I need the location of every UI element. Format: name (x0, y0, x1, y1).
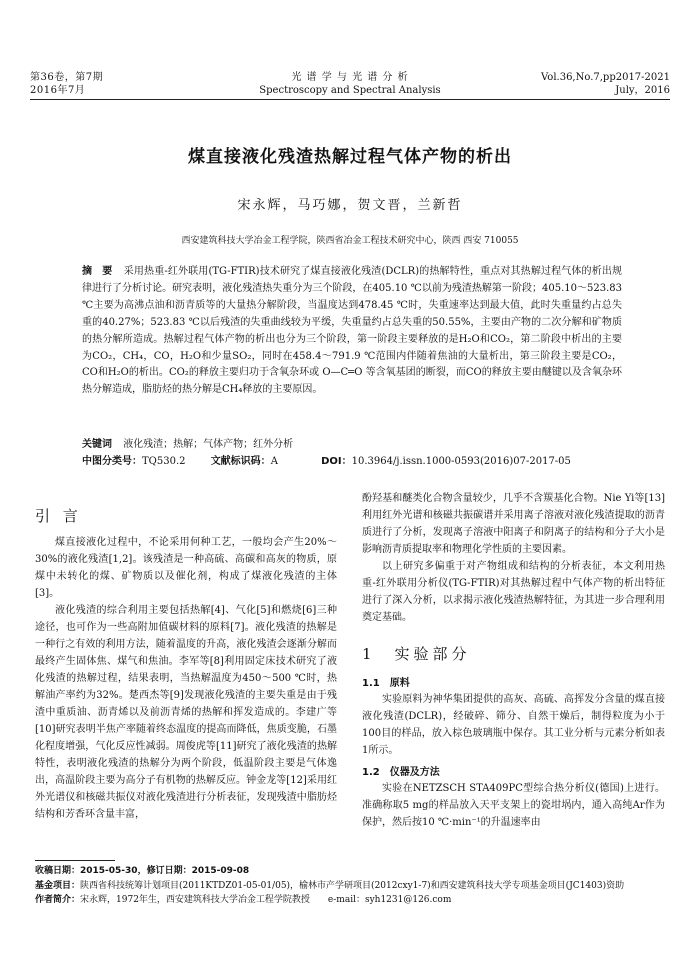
footnote-rule (35, 860, 115, 861)
subsection-1-1-text: 实验原料为神华集团提供的高灰、高硫、高挥发分含量的煤直接液化残渣(DCLR)，经破碎、筛分、自然干燥后，制得粒度为小于100目的样品，放入棕色玻璃瓶中保存。其工业分析与元素分析如表1所示。 (362, 694, 665, 756)
class-value: TQ530.2 (142, 456, 186, 467)
fund-note (35, 879, 667, 894)
keywords-text: 液化残渣；热解；气体产物；红外分析 (123, 439, 294, 450)
doi-label: DOI： (321, 456, 352, 467)
intro-paragraph-4: 以上研究多偏重于对产物组成和结构的分析表征，本文利用热重-红外联用分析仪(TG-FTIR)对其热解过程中气体产物的析出特征进行了深入分析，以求揭示液化残渣热解特征，为其进一步合理利用奠定基础。 (362, 561, 665, 623)
intro-paragraph-3: 酚羟基和醚类化合物含量较少，几乎不含羰基化合物。Nie Yi等[13]利用红外光谱和核磁共振碳谱并采用离子溶液对液化残渣提取的沥青质进行了分析，发现离子溶液中阳离子和阴离子的结构和分子大小是影响沥青质提取率和物理化学性质的主要因素。 (362, 493, 665, 555)
fund-label: 基金项目： (35, 880, 81, 891)
date-cn: 2016年7月 (30, 85, 86, 96)
author-bio-label: 作者简介： (35, 895, 81, 905)
section-1-heading: 1 实验部分 (362, 645, 471, 663)
journal-title-cn: 光 谱 学 与 光 谱 分 析 (291, 72, 409, 83)
intro-paragraph-1: 煤直接液化过程中，不论采用何种工艺，一般均会产生20%～30%的液化残渣[1,2]。该残渣是一种高硫、高碳和高灰的物质，原煤中未转化的煤、矿物质以及催化剂，构成了煤液化残渣的主体[3]。 (35, 537, 337, 599)
keywords (82, 437, 622, 454)
header-rule (30, 99, 670, 100)
journal-title-en: Spectroscopy and Spectral Analysis (259, 85, 441, 96)
received-date: 收稿日期：2015-05-30，修订日期：2015-09-08 (35, 866, 250, 876)
subsection-1-1-heading: 1.1 原料 (362, 678, 410, 689)
keywords-label: 关键词 (82, 439, 112, 450)
abstract-label: 摘 要 (82, 266, 113, 277)
subsection-1-2-heading: 1.2 仪器及方法 (362, 767, 440, 778)
affiliation: 西安建筑科技大学冶金工程学院，陕西省冶金工程技术研究中心，陕西 西安 710055 (181, 236, 519, 246)
paper-title: 煤直接液化残渣热解过程气体产物的析出 (188, 147, 512, 167)
author-list: 宋永辉，马巧娜，贺文晋，兰新哲 (237, 198, 463, 213)
left-column (35, 485, 337, 823)
right-column (362, 490, 665, 831)
volume-issue-en: Vol.36,No.7,pp2017-2021 (541, 72, 670, 83)
intro-heading: 引 言 (35, 507, 82, 525)
doc-code-label: 文献标识码： (210, 456, 271, 467)
abstract (82, 264, 622, 399)
classification-line (82, 454, 642, 471)
class-label: 中图分类号： (82, 456, 142, 467)
fund-text: 陕西省科技统筹计划项目(2011KTDZ01-05-01/05)，榆林市产学研项目(2012cxy1-7)和西安建筑科技大学专项基金项目(JC1403)资助 (80, 880, 625, 891)
doc-code-value: A (270, 456, 278, 467)
intro-paragraph-2: 液化残渣的综合利用主要包括热解[4]、气化[5]和燃烧[6]三种途径，也可作为一些高附加值碳材料的原料[7]。液化残渣的热解是一种行之有效的利用方法，随着温度的升高，液化残渣会逐渐分解而最终产生固体焦、煤气和焦油。李军等[8]利用固定床技术研究了液化残渣的热解过程，结果表明，当热解温度为450～500 ℃时，热解油产率约为32%。楚西杰等[9]发现液化残渣的主要失重是由于残渣中重质油、沥青烯以及前沥青烯的热解和挥发造成的。李建广等[10]研究表明半焦产率随着终态温度的提高而降低，焦质变脆，石墨化程度增强，气化反应性减弱。周俊虎等[11]研究了液化残渣的热解特性，表明液化残渣的热解分为两个阶段，低温阶段主要是气体逸出，高温阶段主要为高分子有机物的热解反应。钟金龙等[12]采用红外光谱仪和核磁共振仪对液化残渣进行分析表征，发现残渣中脂肪烃结构和芳香环含量丰富， (35, 605, 337, 820)
author-note (35, 893, 667, 908)
subsection-1-2-text: 实验在NETZSCH STA409PC型综合热分析仪(德国)上进行。准确称取5 mg的样品放入天平支架上的瓷坩埚内，通入高纯Ar作为保护，然后按10 ℃·min⁻¹的升温速率由 (362, 783, 665, 828)
author-bio-text: 宋永辉，1972年生，西安建筑科技大学冶金工程学院教授 e-mail：syh1231@126.com (80, 895, 452, 905)
doi-value: 10.3964/j.issn.1000-0593(2016)07-2017-05 (351, 456, 571, 467)
footnotes (35, 864, 667, 908)
volume-issue-cn: 第36卷，第7期 (30, 72, 104, 83)
date-en: July，2016 (615, 85, 670, 96)
abstract-text: 采用热重-红外联用(TG-FTIR)技术研究了煤直接液化残渣(DCLR)的热解特性，重点对其热解过程气体的析出规律进行了分析讨论。研究表明，液化残渣热失重分为三个阶段，在405.10 ℃以前为残渣热解第一阶段；405.10～523.83 ℃主要为高沸点油和沥青质等的大量热分解阶段，当温度达到478.45 ℃时，失重速率达到最大值，此时失重量约占总失重的40.27%；523.83 ℃以后残渣的失重曲线较为平缓，失重量约占总失重的50.55%，主要由产物的二次分解和矿物质的热分解所造成。热解过程气体产物的析出也分为三个阶段，第一阶段主要释放的是H₂O和CO₂，第二阶段中析出的主要为CO₂，CH₄，CO，H₂O和少量SO₂，同时在458.4～791.9 ℃范围内伴随着焦油的大量析出，第三阶段主要是CO₂，CO和H₂O的析出。CO₂的释放主要归功于含氧杂环或 O—C═O 等含氧基团的断裂，而CO的释放主要由醚键以及含氧杂环热分解造成，脂肪烃的热分解是CH₄释放的主要原因。 (82, 266, 622, 396)
